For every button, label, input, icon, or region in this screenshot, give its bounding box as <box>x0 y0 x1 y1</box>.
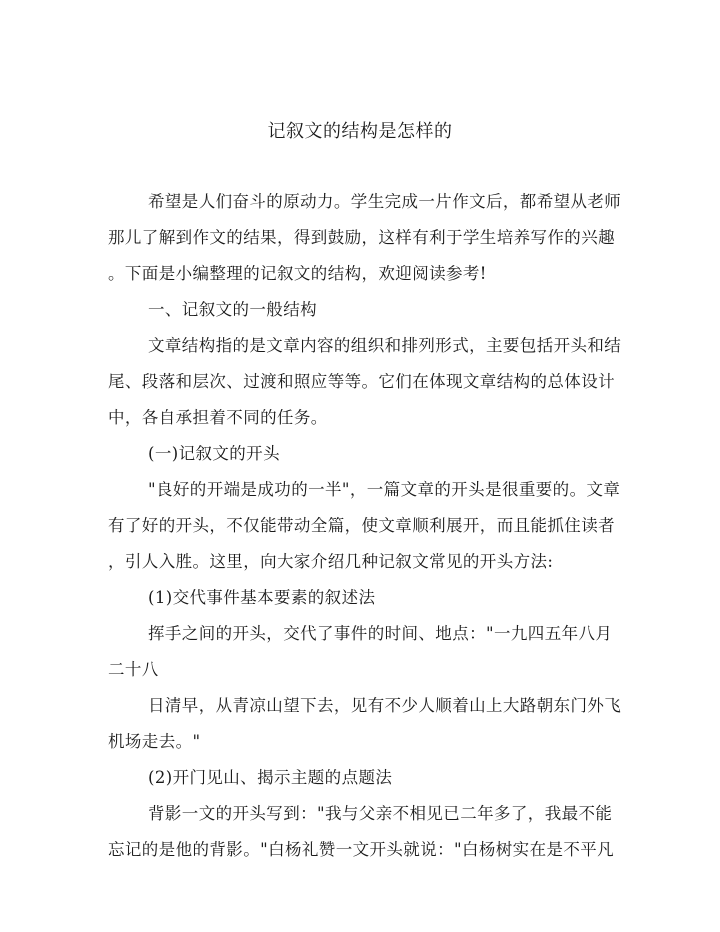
text-line: 挥手之间的开头，交代了事件的时间、地点："一九四五年八月 <box>148 624 613 643</box>
text-line: (2)开门见山、揭示主题的点题法 <box>148 768 393 787</box>
document-body <box>108 188 622 872</box>
text-line: 背影一文的开头写到："我与父亲不相见已二年多了，我最不能 <box>148 804 613 823</box>
text-line: "良好的开端是成功的一半"，一篇文章的开头是很重要的。文章 <box>148 480 621 499</box>
text-line: ，引人入胜。这里，向大家介绍几种记叙文常见的开头方法: <box>108 552 554 571</box>
text-line: 文章结构指的是文章内容的组织和排列形式，主要包括开头和结 <box>148 336 622 355</box>
text-line: 那儿了解到作文的结果，得到鼓励，这样有利于学生培养写作的兴趣 <box>108 228 615 247</box>
document-title: 记叙文的结构是怎样的 <box>267 121 453 142</box>
text-line: 。下面是小编整理的记叙文的结构，欢迎阅读参考! <box>108 264 487 283</box>
text-line: (一)记叙文的开头 <box>148 444 280 463</box>
text-line: 希望是人们奋斗的原动力。学生完成一片作文后，都希望从老师 <box>148 192 622 211</box>
text-line: 忘记的是他的背影。"白杨礼赞一文开头就说："白杨树实在是不平凡 <box>108 840 615 859</box>
text-line: 二十八 <box>108 660 159 679</box>
text-line: (1)交代事件基本要素的叙述法 <box>148 588 376 607</box>
text-line: 机场走去。" <box>108 732 201 751</box>
text-line: 尾、段落和层次、过渡和照应等等。它们在体现文章结构的总体设计 <box>108 372 615 391</box>
text-line: 中，各自承担着不同的任务。 <box>108 408 328 427</box>
text-line: 日清早，从青凉山望下去，见有不少人顺着山上大路朝东门外飞 <box>148 696 622 715</box>
text-line: 一、记叙文的一般结构 <box>148 300 317 319</box>
text-line: 有了好的开头，不仅能带动全篇，使文章顺利展开，而且能抓住读者 <box>108 516 615 535</box>
